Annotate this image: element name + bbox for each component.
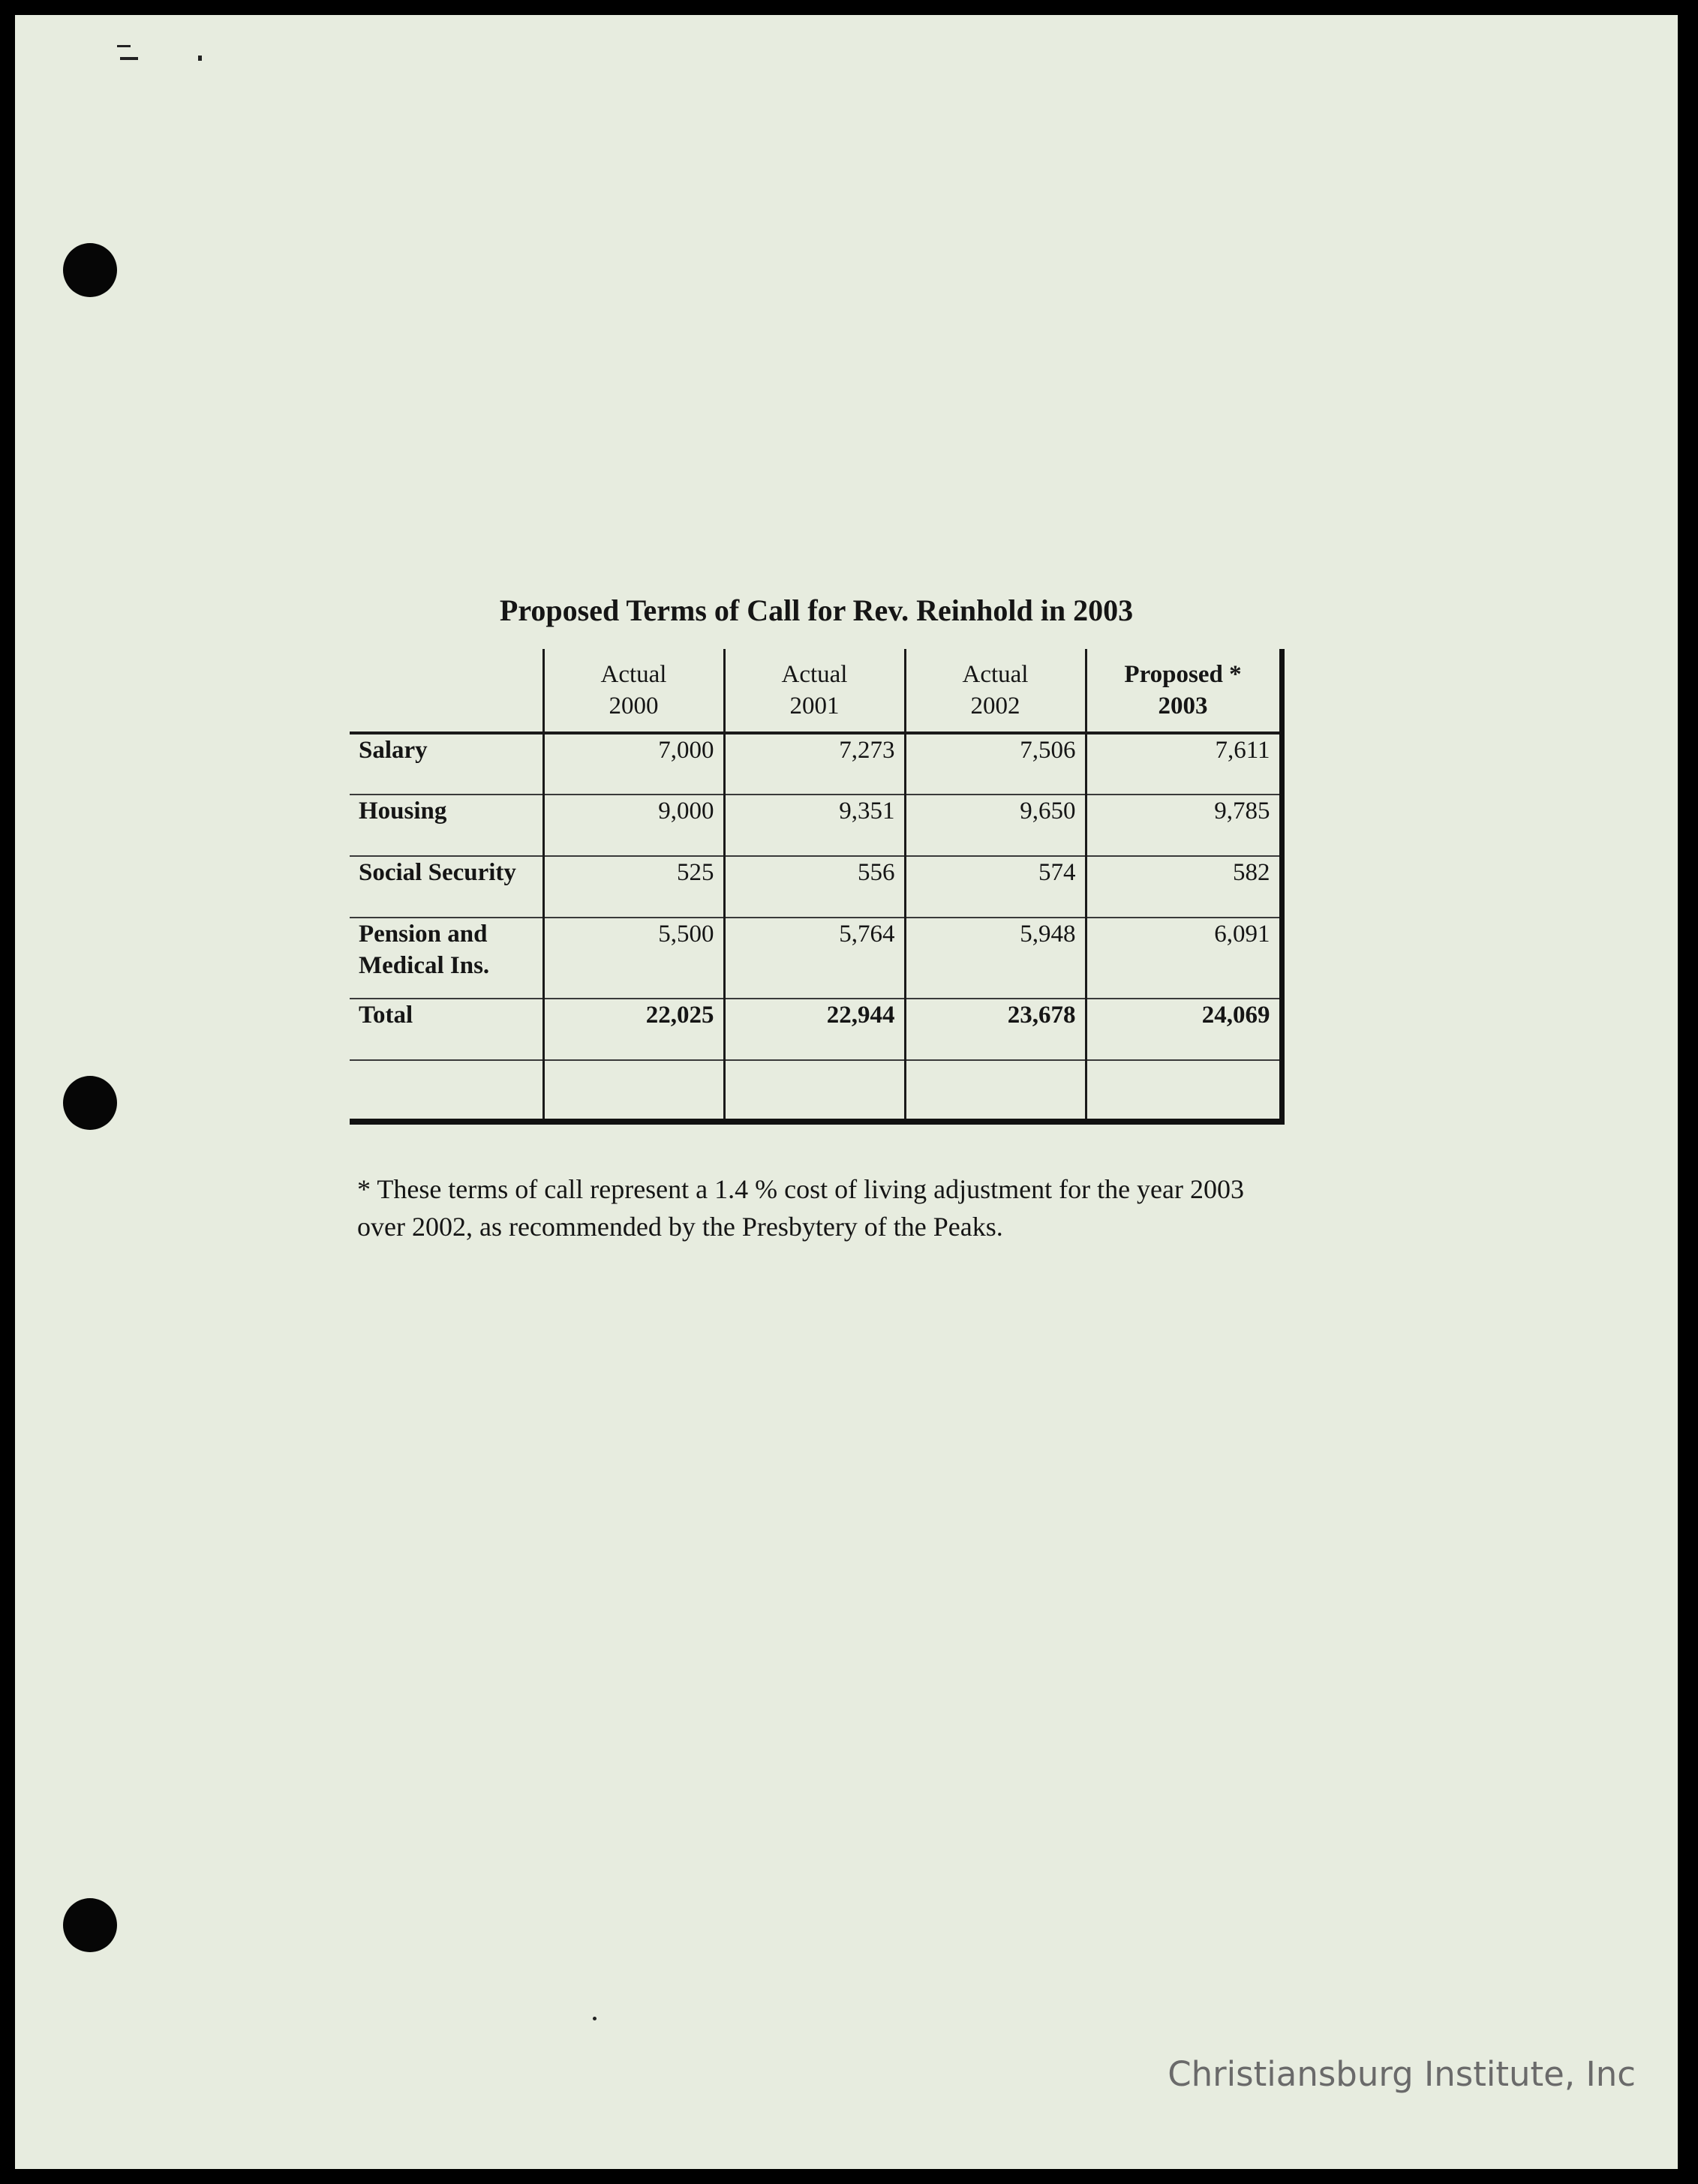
- cell-value: 22,944: [724, 999, 905, 1060]
- table-row-pension-medical: [350, 918, 1282, 999]
- table-header-row: [350, 649, 1282, 733]
- row-label: Housing: [350, 795, 543, 856]
- ink-speck: [120, 57, 138, 60]
- row-label: Total: [350, 999, 543, 1060]
- document-title: Proposed Terms of Call for Rev. Reinhold in 2003: [499, 593, 1134, 627]
- cell-value: 5,948: [905, 918, 1086, 999]
- punch-hole-bottom: [63, 1898, 117, 1952]
- cell-value: 582: [1086, 856, 1282, 918]
- header-corner: [350, 649, 543, 733]
- cell-value: 574: [905, 856, 1086, 918]
- header-proposed-2003: Proposed * 2003: [1086, 649, 1282, 733]
- cell-value: 22,025: [543, 999, 724, 1060]
- watermark: Christiansburg Institute, Inc: [1168, 2054, 1636, 2094]
- empty-cell: [543, 1060, 724, 1122]
- header-actual-2002: Actual 2002: [905, 649, 1086, 733]
- terms-of-call-table: [350, 649, 1285, 1125]
- document-page: [15, 15, 1678, 2169]
- header-actual-2000: Actual 2000: [543, 649, 724, 733]
- empty-cell: [905, 1060, 1086, 1122]
- cell-value: 525: [543, 856, 724, 918]
- cell-value: 9,351: [724, 795, 905, 856]
- cell-value: 24,069: [1086, 999, 1282, 1060]
- header-actual-2001: Actual 2001: [724, 649, 905, 733]
- cell-value: 9,650: [905, 795, 1086, 856]
- row-label: Social Security: [350, 856, 543, 918]
- ink-speck: [198, 56, 202, 61]
- cell-value: 556: [724, 856, 905, 918]
- ink-speck: [117, 45, 131, 47]
- ink-speck: [593, 2017, 597, 2020]
- cell-value: 5,500: [543, 918, 724, 999]
- table-row-housing: [350, 795, 1282, 856]
- empty-cell: [724, 1060, 905, 1122]
- footnote: * These terms of call represent a 1.4 % cost of living adjustment for the year 2003 over 2002, as recommended by the Presbytery of the Peaks.: [357, 1174, 1244, 1242]
- punch-hole-middle: [63, 1076, 117, 1130]
- table-row-salary: [350, 733, 1282, 795]
- empty-cell: [350, 1060, 543, 1122]
- cell-value: 9,785: [1086, 795, 1282, 856]
- punch-hole-top: [63, 243, 117, 297]
- empty-cell: [1086, 1060, 1282, 1122]
- row-label: Pension and Medical Ins.: [350, 918, 543, 999]
- table-row-total: [350, 999, 1282, 1060]
- cell-value: 23,678: [905, 999, 1086, 1060]
- cell-value: 7,273: [724, 733, 905, 795]
- table-row-social-security: [350, 856, 1282, 918]
- cell-value: 5,764: [724, 918, 905, 999]
- table-row-empty: [350, 1060, 1282, 1122]
- row-label: Salary: [350, 733, 543, 795]
- cell-value: 7,611: [1086, 733, 1282, 795]
- cell-value: 7,506: [905, 733, 1086, 795]
- cell-value: 7,000: [543, 733, 724, 795]
- cell-value: 9,000: [543, 795, 724, 856]
- cell-value: 6,091: [1086, 918, 1282, 999]
